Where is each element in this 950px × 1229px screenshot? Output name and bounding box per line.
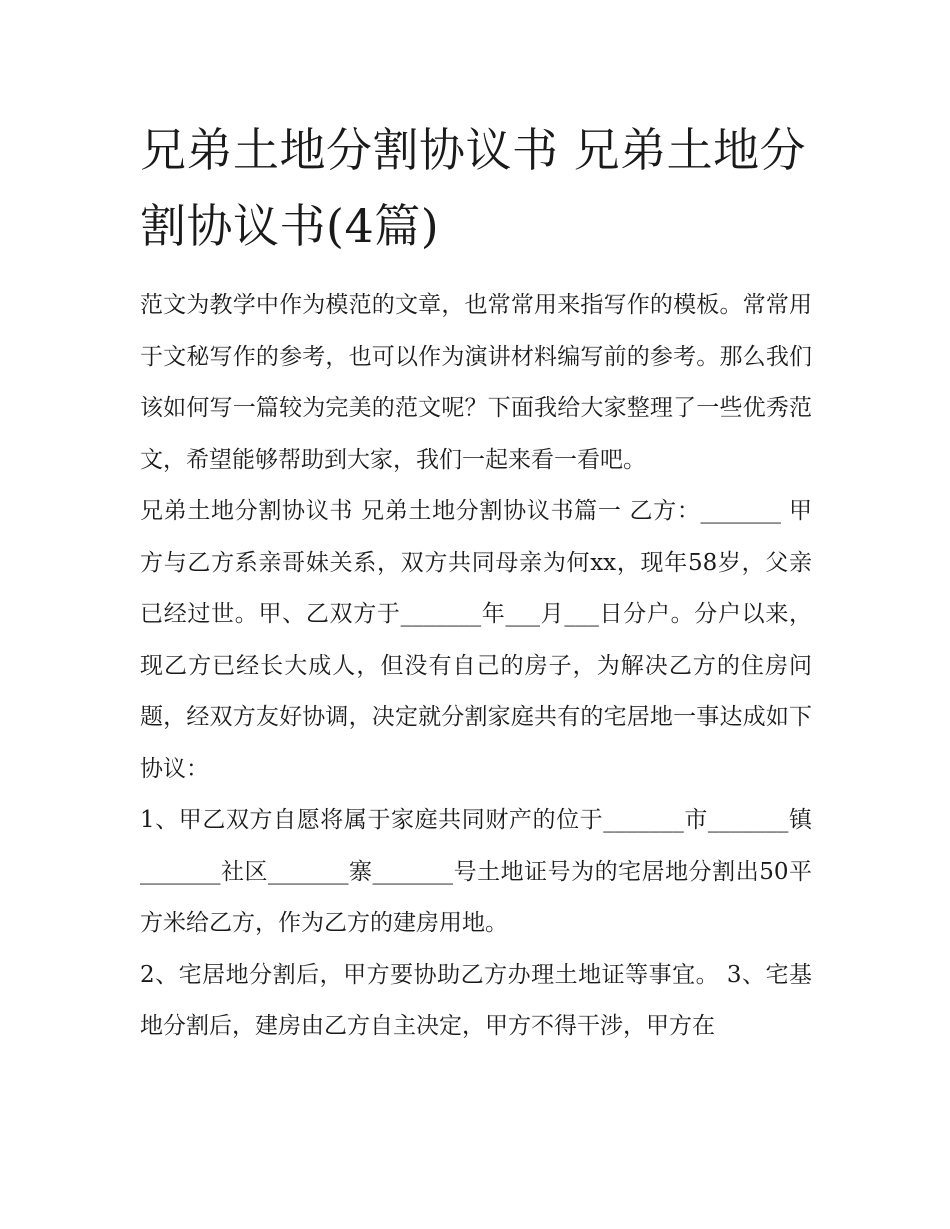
agreement-preamble-paragraph: 兄弟土地分割协议书 兄弟土地分割协议书篇一 乙方：_______ 甲方与乙方系亲哥妹关系，双方共同母亲为何xx，现年58岁，父亲已经过世。甲、乙双方于_______年___月___日分户。分户以来，现乙方已经长大成人，但没有自己的房子，为解决乙方的住房问题，经双方友好协调，决定就分割家庭共有的宅居地一事达成如下协议： [140, 498, 812, 782]
clause-2-3-paragraph: 2、宅居地分割后，甲方要协助乙方办理土地证等事宜。 3、宅基地分割后，建房由乙方自主决定，甲方不得干涉，甲方在 [140, 961, 812, 1039]
clause-1-paragraph: 1、甲乙双方自愿将属于家庭共同财产的位于_______市_______镇_______社区_______寨_______号土地证号为的宅居地分割出50平方米给乙方，作为乙方的建房用地。 [140, 807, 812, 936]
intro-paragraph: 范文为教学中作为模范的文章，也常常用来指写作的模板。常常用于文秘写作的参考，也可以作为演讲材料编写前的参考。那么我们该如何写一篇较为完美的范文呢？下面我给大家整理了一些优秀范文，希望能够帮助到大家，我们一起来看一看吧。 [140, 292, 812, 473]
document-page [140, 112, 812, 1053]
document-title: 兄弟土地分割协议书 兄弟土地分割协议书(4篇) [140, 123, 807, 253]
